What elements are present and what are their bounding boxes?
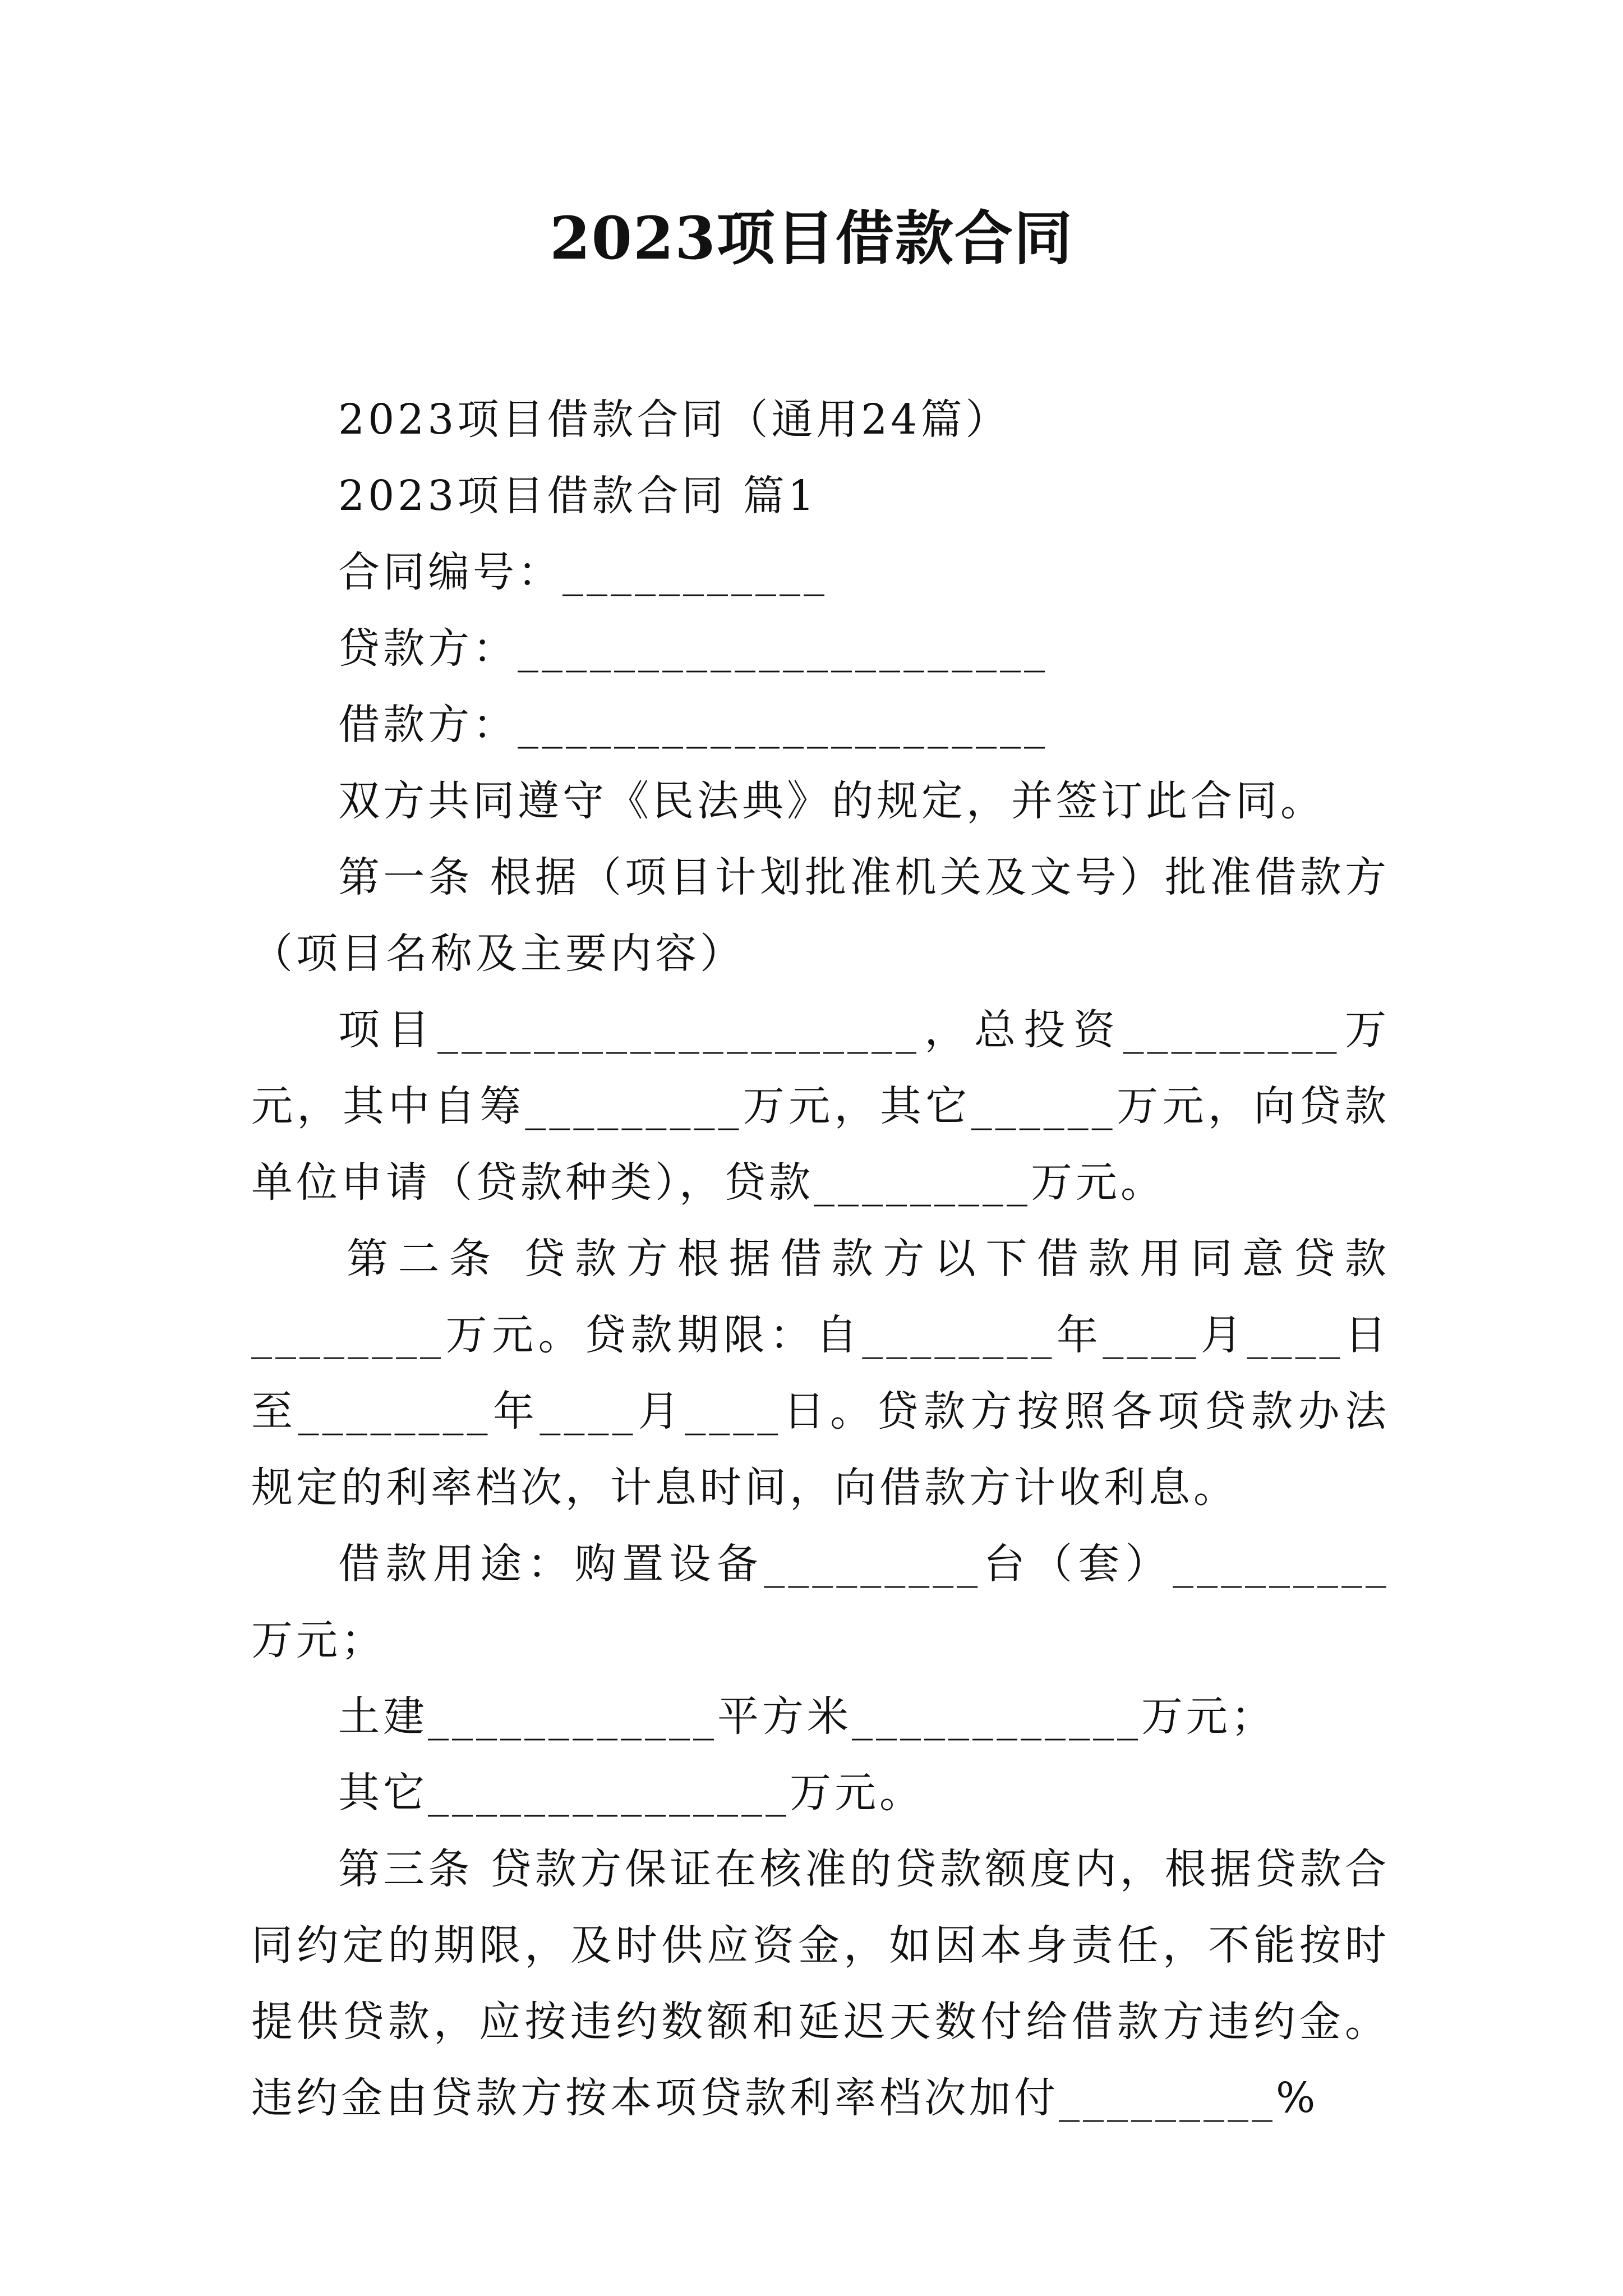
document-title: 2023项目借款合同: [550, 204, 1073, 273]
borrower-line: 借款方：______________________: [338, 701, 1048, 749]
section-heading: 2023项目借款合同 篇1: [338, 472, 818, 520]
project-info-paragraph: 项目____________________，总投资_________万元，其中自筹_________万元，其它______万元，向贷款单位申请（贷款种类），贷款_________万元。: [251, 1006, 1390, 1207]
contract-number-line: 合同编号：___________: [338, 548, 828, 596]
article-2-paragraph: 第二条 贷款方根据借款方以下借款用同意贷款________万元。贷款期限：自________年____月____日至________年____月____日。贷款方按照各项贷款办法规定的利率档次，计息时间，向借款方计收利息。: [251, 1235, 1390, 1512]
article-1-paragraph: 第一条 根据（项目计划批准机关及文号）批准借款方（项目名称及主要内容）: [251, 853, 1390, 978]
lender-line: 贷款方：______________________: [338, 624, 1048, 673]
intro-paragraph: 双方共同遵守《民法典》的规定，并签订此合同。: [338, 777, 1325, 825]
article-3-paragraph: 第三条 贷款方保证在核准的贷款额度内，根据贷款合同约定的期限，及时供应资金，如因本身责任，不能按时提供贷款，应按违约数额和延迟天数付给借款方违约金。违约金由贷款方按本项贷款利率档次加付_________%: [251, 1845, 1390, 2122]
usage-line-3: 其它_______________万元。: [338, 1769, 924, 1817]
document-body: [251, 381, 1390, 2136]
usage-line-1: 借款用途：购置设备_________台（套）_________万元；: [251, 1540, 1390, 1664]
usage-line-2: 土建____________平方米____________万元；: [338, 1692, 1276, 1741]
subtitle: 2023项目借款合同（通用24篇）: [338, 395, 1011, 444]
